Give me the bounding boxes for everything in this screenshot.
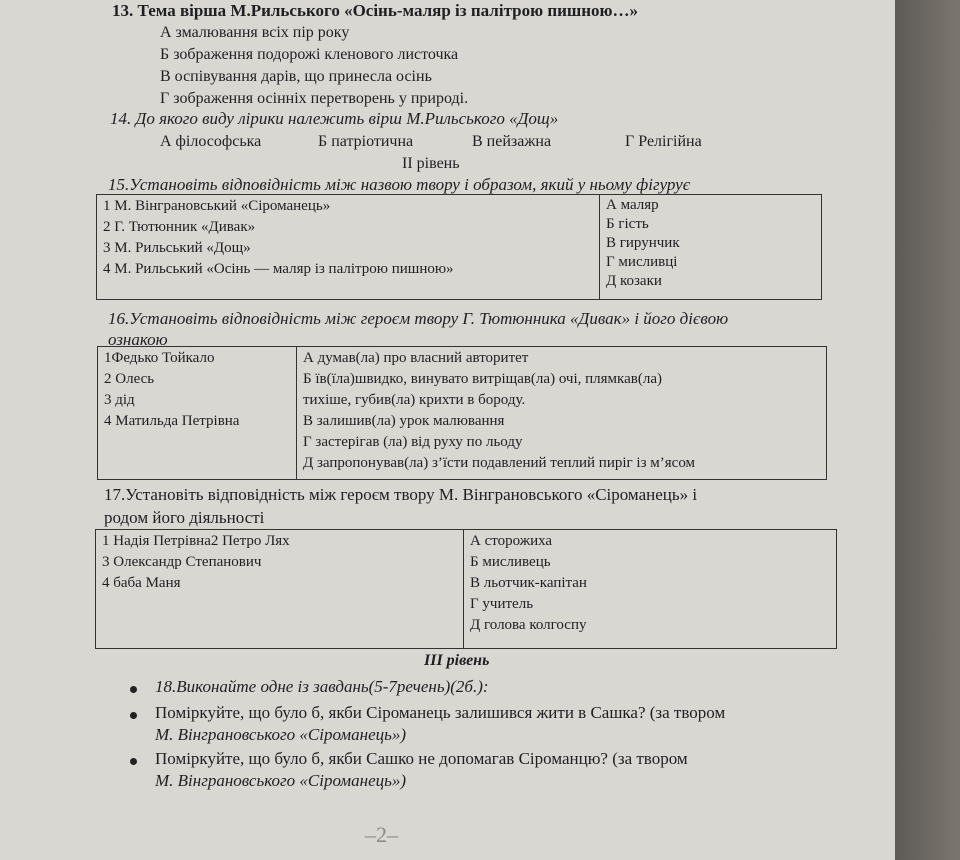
q18-task: 18.Виконайте одне із завдань(5-7речень)(2б.):	[155, 677, 489, 696]
q14-option-d: Г Релігійна	[625, 133, 702, 150]
q17-question-line1: 17.Установіть відповідність між героєм твору М. Вінграновського «Сіроманець» і	[104, 485, 698, 504]
q17-question-line2: родом його діяльності	[104, 508, 265, 527]
q16-left-column	[98, 347, 297, 480]
q18-option2-line2: М. Вінграновського «Сіроманець»)	[155, 771, 407, 790]
q14-option-b: Б патріотична	[318, 133, 414, 150]
page-number: –2–	[365, 822, 398, 847]
q17-table	[95, 529, 837, 649]
bullet-icon	[130, 758, 137, 765]
q14-option-a: А філософська	[160, 133, 262, 150]
bullet-icon	[130, 686, 137, 693]
q14-option-c: В пейзажна	[472, 133, 552, 150]
q16-right-b-cont: тихіше, губив(ла) крихти в бороду.	[303, 392, 526, 408]
q13-question: 13. Тема вірша М.Рильського «Осінь-маляр із палітрою пишною…»	[112, 1, 639, 20]
q16-right-b: Б їв(їла)швидко, винувато витріщав(ла) очі, плямкав(ла)	[303, 371, 662, 387]
q17-right-e: Д голова колгоспу	[470, 617, 587, 633]
q15-right-a: А маляр	[606, 197, 659, 213]
q16-question-line1: 16.Установіть відповідність між героєм твору Г. Тютюнника «Дивак» і його дієвою	[108, 309, 729, 328]
q15-table	[96, 194, 822, 300]
desk-background	[895, 0, 960, 860]
level-3-heading: ІІІ рівень	[424, 652, 490, 669]
q16-left-2: 2 Олесь	[104, 371, 155, 387]
level-2-heading: ІІ рівень	[402, 155, 460, 172]
q15-left-2: 2 Г. Тютюнник «Дивак»	[103, 219, 256, 235]
q18-option1-line2: М. Вінграновського «Сіроманець»)	[155, 725, 407, 744]
q16-left-3: 3 дід	[104, 392, 135, 408]
q13-option-a: А змалювання всіх пір року	[160, 24, 350, 41]
q15-left-4: 4 М. Рильський «Осінь — маляр із палітрою пишною»	[103, 261, 454, 277]
q13-option-d: Г зображення осінніх перетворень у природі.	[160, 90, 469, 107]
bullet-icon	[130, 712, 137, 719]
q14-question: 14. До якого виду лірики належить вірш М.Рильського «Дощ»	[110, 109, 559, 128]
q16-right-e: Д запропонував(ла) з’їсти подавлений теплий пиріг із м’ясом	[303, 455, 696, 471]
q15-left-column	[97, 195, 600, 300]
q16-right-column	[297, 347, 827, 480]
q15-right-c: В гирунчик	[606, 235, 680, 251]
q15-right-e: Д козаки	[606, 273, 662, 289]
q13-option-c: В оспівування дарів, що принесла осінь	[160, 68, 432, 85]
q16-question-line2: ознакою	[108, 330, 168, 349]
q15-right-d: Г мисливці	[606, 254, 678, 270]
q13-option-b: Б зображення подорожі кленового листочка	[160, 46, 459, 63]
q17-left-1-2: 1 Надія Петрівна2 Петро Лях	[102, 533, 290, 549]
q15-left-1: 1 М. Вінграновський «Сіроманець»	[103, 198, 331, 214]
q16-right-c: В залишив(ла) урок малювання	[303, 413, 505, 429]
q16-left-4: 4 Матильда Петрівна	[104, 413, 240, 429]
q16-left-1: 1Федько Тойкало	[104, 350, 215, 366]
q15-right-b: Б гість	[606, 216, 649, 232]
q16-right-d: Г застерігав (ла) від руху по льоду	[303, 434, 523, 450]
q17-left-3: 3 Олександр Степанович	[102, 554, 262, 570]
q17-right-d: Г учитель	[470, 596, 534, 612]
q18-option2-line1: Поміркуйте, що було б, якби Сашко не допомагав Сіроманцю? (за твором	[155, 749, 688, 768]
q18-option1-line1: Поміркуйте, що було б, якби Сіроманець залишився жити в Сашка? (за твором	[155, 703, 726, 722]
q17-right-c: В льотчик-капітан	[470, 575, 587, 591]
q17-left-column	[96, 530, 464, 649]
q17-right-a: А сторожиха	[470, 533, 553, 549]
q17-right-b: Б мисливець	[470, 554, 551, 570]
q17-right-column	[464, 530, 837, 649]
q15-right-column	[600, 195, 822, 300]
q17-left-4: 4 баба Маня	[102, 575, 181, 591]
q15-question: 15.Установіть відповідність між назвою твору і образом, який у ньому фігурує	[108, 175, 691, 194]
q16-table	[97, 346, 827, 480]
q15-left-3: 3 М. Рильський «Дощ»	[103, 240, 251, 256]
q16-right-a: А думав(ла) про власний авторитет	[303, 350, 529, 366]
